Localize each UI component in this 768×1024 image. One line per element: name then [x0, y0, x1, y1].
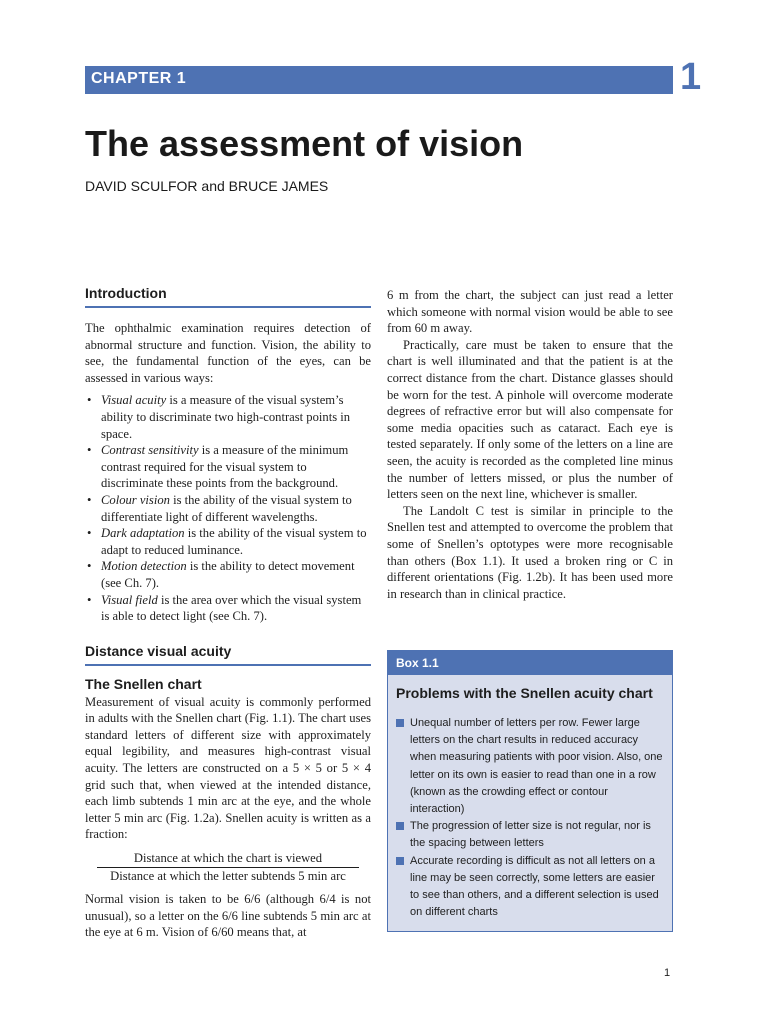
list-item — [85, 558, 371, 591]
introduction-paragraph: The ophthalmic examination requires detection of abnormal structure and function. Vision, the ability to see, the fundamental function of the eyes, can be assessed in various ways: — [85, 321, 371, 385]
snellen-fraction — [85, 850, 371, 885]
bullet-term: Motion detection — [101, 559, 187, 574]
box-item-text: The progression of letter size is not regular, nor is the spacing between letters — [410, 820, 651, 850]
bullet-text: is the ability of the visual system to adapt to reduced luminance. — [101, 526, 367, 557]
list-item — [396, 715, 664, 818]
chapter-banner — [85, 66, 673, 94]
bullet-text: is a measure of the visual system’s ability to discriminate two high-contrast points in space. — [101, 393, 351, 441]
list-item — [85, 442, 371, 492]
fraction-numerator: Distance at which the chart is viewed — [133, 851, 323, 866]
box-list — [396, 715, 664, 921]
bullet-term: Colour vision — [101, 492, 170, 507]
vision-aspects-list — [85, 392, 371, 624]
continuation-paragraph: 6 m from the chart, the subject can just read a letter which someone with normal vision would be able to see from 60 m away. — [387, 288, 673, 336]
box-1-1 — [387, 650, 673, 932]
bullet-term: Dark adaptation — [101, 526, 185, 541]
bullet-icon: • — [87, 393, 92, 408]
fraction-denominator: Distance at which the letter subtends 5 min arc — [110, 869, 346, 884]
snellen-chart-subheading: The Snellen chart — [85, 675, 202, 692]
bullet-icon: • — [87, 526, 92, 541]
bullet-icon: • — [87, 559, 92, 574]
bullet-term: Visual acuity — [101, 393, 167, 408]
practical-paragraph: Practically, care must be taken to ensure that the chart is well illuminated and that the patient is at the correct distance from the chart. Distance glasses should be worn for the test. A pinhole will overcome moderate degrees of refractive error but will also compensate for some media opacities such as cataract. Each eye is tested separately. If only some of the letters on a line are seen, the acuity is recorded as the completed line minus the number of letters missed, or plus the number of letters seen on the next line, whichever is smaller. — [387, 337, 673, 502]
list-item — [85, 525, 371, 558]
bullet-text: is the area over which the visual system is able to detect light (see Ch. 7). — [101, 592, 362, 624]
snellen-paragraph: Measurement of visual acuity is commonly performed in adults with the Snellen chart (Fig. 1.1). The chart uses standard letters of different size with approximately equal legibility, and measures high-contrast visual acuity. The letters are constructed on a 5 × 5 or 5 × 4 grid such that, when viewed at the intended distance, each limb subtends 1 min arc at the eye, and the whole letter 5 min arc (Fig. 1.2a). Snellen acuity is written as a fraction: — [85, 694, 371, 842]
chapter-label: CHAPTER 1 — [91, 70, 187, 87]
box-item-text: Accurate recording is difficult as not all letters on a line may be seen correctly, some letters are easier to see than others, and a different selection is used on different charts — [410, 854, 659, 919]
box-item-text: Unequal number of letters per row. Fewer large letters on the chart results in reduced accuracy when measuring patients with poor vision. Also, one letter on its own is easier to read than one in a row (known as the crowding effect or contour interaction) — [410, 717, 663, 816]
list-item — [85, 392, 371, 442]
box-title: Problems with the Snellen acuity chart — [396, 685, 653, 701]
bullet-icon: • — [87, 492, 92, 507]
normal-vision-paragraph: Normal vision is taken to be 6/6 (although 6/4 is not unusual), so a letter on the 6/6 line subtends 5 min arc at the eye at 6 m. Vision of 6/60 means that, at — [85, 892, 371, 940]
square-bullet-icon — [396, 822, 404, 830]
left-column — [85, 285, 371, 941]
chapter-number: 1 — [680, 56, 702, 98]
bullet-term: Contrast sensitivity — [101, 443, 199, 458]
introduction-heading: Introduction — [85, 285, 371, 308]
bullet-text: is the ability of the visual system to differentiate light of different wavelengths. — [101, 492, 352, 524]
list-item — [396, 818, 664, 852]
list-item — [85, 492, 371, 525]
square-bullet-icon — [396, 719, 404, 727]
bullet-text: is a measure of the minimum contrast required for the visual system to discriminate these points from the background. — [101, 443, 349, 491]
list-item — [85, 592, 371, 625]
square-bullet-icon — [396, 857, 404, 865]
page-number: 1 — [664, 967, 671, 979]
landolt-paragraph: The Landolt C test is similar in principle to the Snellen test and attempted to overcome the problem that some of Snellen’s optotypes were more recognisable than others (Box 1.1). It used a broken ring or C in different orientations (Fig. 1.2b). It has been used more in research than in clinical practice. — [387, 503, 673, 601]
bullet-icon: • — [87, 443, 92, 458]
bullet-icon: • — [87, 592, 92, 607]
list-item — [396, 853, 664, 922]
box-label: Box 1.1 — [388, 651, 672, 675]
authors: DAVID SCULFOR and BRUCE JAMES — [85, 178, 329, 194]
chapter-title: The assessment of vision — [85, 123, 524, 164]
right-column — [387, 287, 673, 602]
distance-acuity-heading: Distance visual acuity — [85, 643, 371, 666]
bullet-term: Visual field — [101, 592, 158, 607]
bullet-text: is the ability to detect movement (see Ch. 7). — [101, 559, 355, 590]
